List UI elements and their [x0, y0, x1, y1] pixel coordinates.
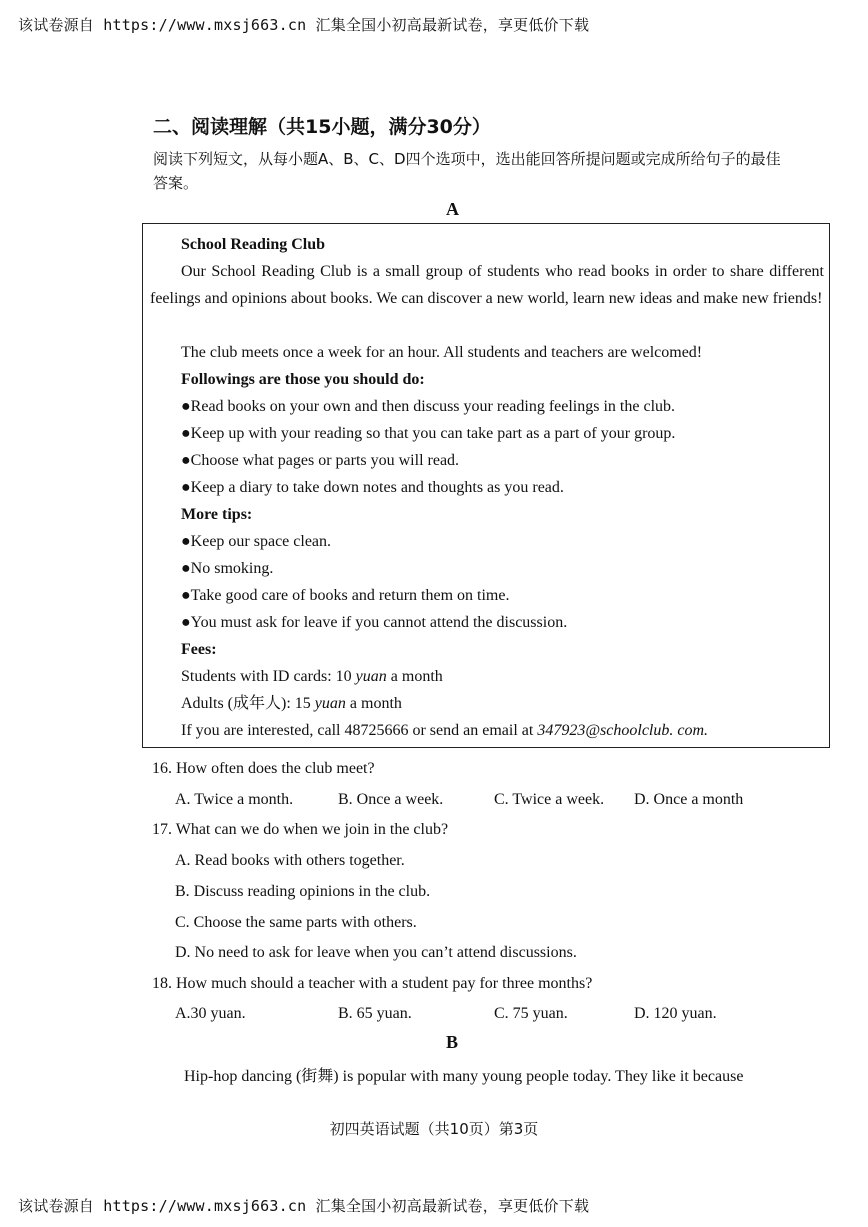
contact-email: 347923@schoolclub. com.: [537, 722, 709, 739]
contact-prefix: If you are interested, call 48725666 or send an email at: [181, 722, 538, 739]
section-title: 二、阅读理解（共15小题，满分30分）: [153, 116, 491, 138]
fee-students-suffix: a month: [386, 668, 443, 685]
tips-heading: More tips:: [181, 506, 253, 523]
passage-a-heading: School Reading Club: [181, 236, 326, 253]
following-item: ●Keep up with your reading so that you can take part as a part of your group.: [181, 425, 676, 442]
fee-students: [181, 663, 443, 690]
question-18-option-b: B. 65 yuan.: [338, 1005, 412, 1022]
question-16-option-d: D. Once a month: [634, 791, 744, 808]
section-instructions: 阅读下列短文，从每小题A、B、C、D四个选项中，选出能回答所提问题或完成所给句子的最佳答案。: [153, 150, 781, 192]
question-17-option-a: A. Read books with others together.: [175, 852, 405, 869]
bottom-watermark: 该试卷源自 https://www.mxsj663.cn 汇集全国小初高最新试卷，享更低价下载: [18, 1197, 590, 1215]
fees-heading: Fees:: [181, 641, 217, 658]
following-item: ●Keep a diary to take down notes and thoughts as you read.: [181, 479, 564, 496]
tip-item: ●No smoking.: [181, 560, 274, 577]
tip-item: ●Keep our space clean.: [181, 533, 332, 550]
fee-adults-unit: yuan: [314, 695, 346, 712]
question-16-stem: 16. How often does the club meet?: [152, 760, 375, 777]
top-watermark: 该试卷源自 https://www.mxsj663.cn 汇集全国小初高最新试卷，享更低价下载: [18, 16, 590, 34]
page-footer: 初四英语试题（共10页）第3页: [329, 1120, 539, 1138]
question-18-stem: 18. How much should a teacher with a student pay for three months?: [152, 975, 593, 992]
passage-b-first-line: Hip-hop dancing (街舞) is popular with many young people today. They like it because: [184, 1068, 744, 1085]
question-17-stem: 17. What can we do when we join in the club?: [152, 821, 449, 838]
passage-b-letter: B: [446, 1032, 459, 1052]
question-18-option-d: D. 120 yuan.: [634, 1005, 717, 1022]
question-16-option-b: B. Once a week.: [338, 791, 444, 808]
fee-adults-suffix: a month: [345, 695, 402, 712]
fee-students-unit: yuan: [355, 668, 387, 685]
passage-a-intro: Our School Reading Club is a small group of students who read books in order to share different feelings and opinions about books. We can discover a new world, learn new ideas and make new friends!: [150, 263, 824, 307]
fee-students-prefix: Students with ID cards: 10: [181, 668, 356, 685]
tip-item: ●Take good care of books and return them on time.: [181, 587, 510, 604]
question-16-option-c: C. Twice a week.: [494, 791, 605, 808]
question-18-option-c: C. 75 yuan.: [494, 1005, 568, 1022]
question-17-option-b: B. Discuss reading opinions in the club.: [175, 883, 431, 900]
fee-adults-prefix: Adults (成年人): 15: [181, 695, 315, 712]
question-17-option-c: C. Choose the same parts with others.: [175, 914, 417, 931]
contact-line: [181, 717, 708, 744]
tip-item: ●You must ask for leave if you cannot attend the discussion.: [181, 614, 568, 631]
passage-a-letter: A: [446, 199, 459, 219]
question-18-option-a: A.30 yuan.: [175, 1005, 246, 1022]
followings-heading: Followings are those you should do:: [181, 371, 425, 388]
following-item: ●Choose what pages or parts you will read.: [181, 452, 460, 469]
question-17-option-d: D. No need to ask for leave when you can’t attend discussions.: [175, 944, 577, 961]
following-item: ●Read books on your own and then discuss your reading feelings in the club.: [181, 398, 676, 415]
question-16-option-a: A. Twice a month.: [175, 791, 294, 808]
fee-adults: [181, 690, 402, 717]
passage-a-meets: The club meets once a week for an hour. All students and teachers are welcomed!: [181, 344, 703, 361]
